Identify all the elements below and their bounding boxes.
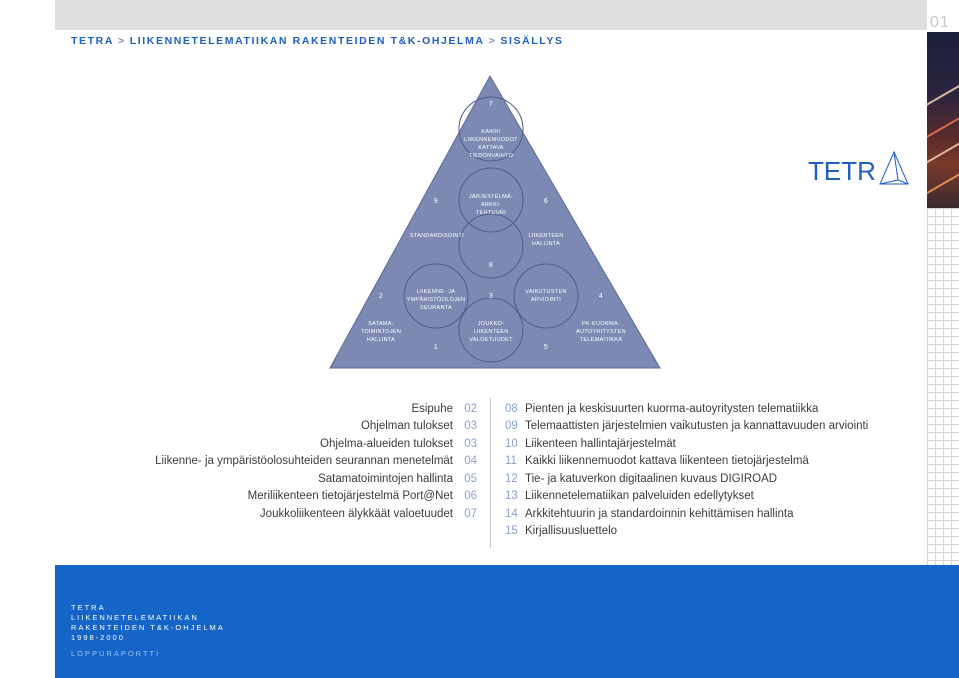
pyr-lsa3: HALLINTA — [366, 337, 396, 343]
pyr-n4: 4 — [598, 293, 604, 300]
toc-item[interactable] — [505, 470, 868, 488]
toc-label: Esipuhe — [411, 402, 453, 415]
pyr-n1: 1 — [433, 344, 439, 351]
toc-page-num: 07 — [464, 507, 477, 520]
toc-label: Liikenne- ja ympäristöolosuhteiden seurannan menetelmät — [155, 455, 453, 468]
toc-item[interactable] — [505, 400, 868, 418]
toc-page-num: 08 — [505, 402, 518, 415]
pyr-l7b: LIIKENNEMUODOT — [464, 137, 518, 143]
pyr-lsa2: TOIMINTOJEN — [360, 329, 402, 335]
toc-right-column — [505, 400, 868, 540]
toc-divider — [490, 398, 491, 548]
footer-report-label: LOPPURAPORTTI — [71, 649, 161, 658]
pyr-n3: 3 — [488, 293, 494, 300]
toc-label: Kaikki liikennemuodot kattava liikenteen tietojärjestelmä — [525, 455, 809, 468]
pyr-n2: 2 — [378, 293, 384, 300]
pyr-ly2: YMPÄRISTÖOLOJEN — [406, 297, 466, 303]
pyr-n8: 8 — [488, 262, 494, 269]
toc-label: Arkkitehtuurin ja standardoinnin kehittämisen hallinta — [525, 507, 794, 520]
toc-page-num: 14 — [505, 507, 518, 520]
toc-label: Satamatoimintojen hallinta — [318, 472, 453, 485]
toc-label: Tie- ja katuverkon digitaalinen kuvaus DIGIROAD — [525, 472, 778, 485]
pyr-l7c: KATTAVA — [478, 145, 504, 151]
toc-label: Liikennetelematiikan palveluiden edellytykset — [525, 490, 754, 503]
toc-item[interactable] — [505, 523, 868, 541]
toc-page-num: 06 — [464, 490, 477, 503]
toc-page-num: 09 — [505, 420, 518, 433]
toc-item[interactable] — [155, 470, 477, 488]
pyr-lp3: TELEMATIIKKA — [579, 337, 623, 343]
toc-label: Ohjelman tulokset — [360, 420, 453, 433]
pyr-ls: STANDARDISOINTI — [409, 233, 465, 239]
pyr-n9: 9 — [433, 198, 439, 205]
toc-page-num: 05 — [464, 472, 477, 485]
footer-line: LIIKENNETELEMATIIKAN — [71, 613, 199, 622]
toc-label: Joukkoliikenteen älykkäät valoetuudet — [259, 507, 453, 520]
pyr-lv1: VAIKUTUSTEN — [525, 289, 567, 295]
toc-item[interactable] — [155, 400, 477, 418]
toc-item[interactable] — [155, 453, 477, 471]
toc-page-num: 03 — [464, 420, 477, 433]
toc-item[interactable] — [505, 488, 868, 506]
logo-text: TETR — [808, 156, 876, 186]
toc-item[interactable] — [155, 505, 477, 523]
breadcrumb-sep: > — [118, 35, 126, 47]
toc-label: Meriliikenteen tietojärjestelmä Port@Net — [247, 490, 453, 503]
pyr-n7: 7 — [488, 101, 494, 108]
toc-left-column — [155, 400, 477, 523]
footer-corner — [927, 565, 959, 678]
toc-page-num: 02 — [464, 402, 477, 415]
pyr-n5: 5 — [543, 344, 549, 351]
pyr-lj3: VALOETUUDET — [469, 337, 513, 343]
pyr-ll1: LIIKENTEEN — [528, 233, 564, 239]
toc-item[interactable] — [155, 435, 477, 453]
toc-item[interactable] — [505, 453, 868, 471]
pyr-ly1: LIIKENNE- JA — [416, 289, 456, 295]
toc-page-num: 10 — [505, 437, 518, 450]
footer-line: RAKENTEIDEN T&K-OHJELMA — [71, 623, 225, 632]
toc-item[interactable] — [155, 418, 477, 436]
pyr-lp1: PK-KUORMA- — [581, 321, 621, 327]
pyr-ll2: HALLINTA — [531, 241, 561, 247]
toc-item[interactable] — [505, 418, 868, 436]
pyr-lj1: JOUKKO- — [477, 321, 505, 327]
toc-page-num: 13 — [505, 490, 518, 503]
toc-item[interactable] — [155, 488, 477, 506]
pyr-l9a: JÄRJESTELMÄ- — [468, 194, 514, 200]
pyr-l9c: TEHTUURI — [475, 210, 507, 216]
toc-label: Ohjelma-alueiden tulokset — [320, 437, 453, 450]
breadcrumb-sep: > — [488, 35, 497, 47]
pyr-lp2: AUTOYRITYSTEN — [576, 329, 626, 335]
breadcrumb-program[interactable]: LIIKENNETELEMATIIKAN RAKENTEIDEN T&K-OHJELMA — [129, 35, 485, 47]
pyr-l9b: ARKKI- — [480, 202, 502, 208]
toc-page-num: 15 — [505, 525, 518, 538]
pyr-lj2: LIIKENTEEN — [473, 329, 509, 335]
footer-line: TETRA — [71, 603, 106, 612]
footer-title-block — [71, 603, 225, 659]
toc-label: Pienten ja keskisuurten kuorma-autoyritysten telematiikka — [525, 402, 819, 415]
breadcrumb-tetra[interactable]: TETRA — [71, 35, 114, 47]
toc-label: Kirjallisuusluettelo — [525, 525, 618, 538]
toc-label: Liikenteen hallintajärjestelmät — [525, 437, 676, 450]
pyr-l7d: TIEDONVAIHTO — [468, 153, 514, 159]
toc-item[interactable] — [505, 435, 868, 453]
footer-line: 1998-2000 — [71, 633, 125, 642]
pyr-lv2: ARVIOINTI — [530, 297, 562, 303]
toc-item[interactable] — [505, 505, 868, 523]
page-number: 01 — [930, 14, 950, 31]
footer-band — [55, 565, 927, 678]
toc-page-num: 11 — [505, 455, 517, 468]
pyr-lsa1: SATAMA- — [368, 321, 394, 327]
toc-page-num: 03 — [464, 437, 477, 450]
breadcrumb-contents[interactable]: SISÄLLYS — [500, 35, 564, 47]
pyr-l7a: KAIKKI — [481, 129, 501, 135]
toc-label: Telemaattisten järjestelmien vaikutusten ja kannattavuuden arviointi — [525, 420, 869, 433]
pyr-ly3: SEURANTA — [420, 305, 452, 311]
toc-page-num: 04 — [464, 455, 477, 468]
pyr-n6: 6 — [543, 198, 549, 205]
toc-page-num: 12 — [505, 472, 518, 485]
